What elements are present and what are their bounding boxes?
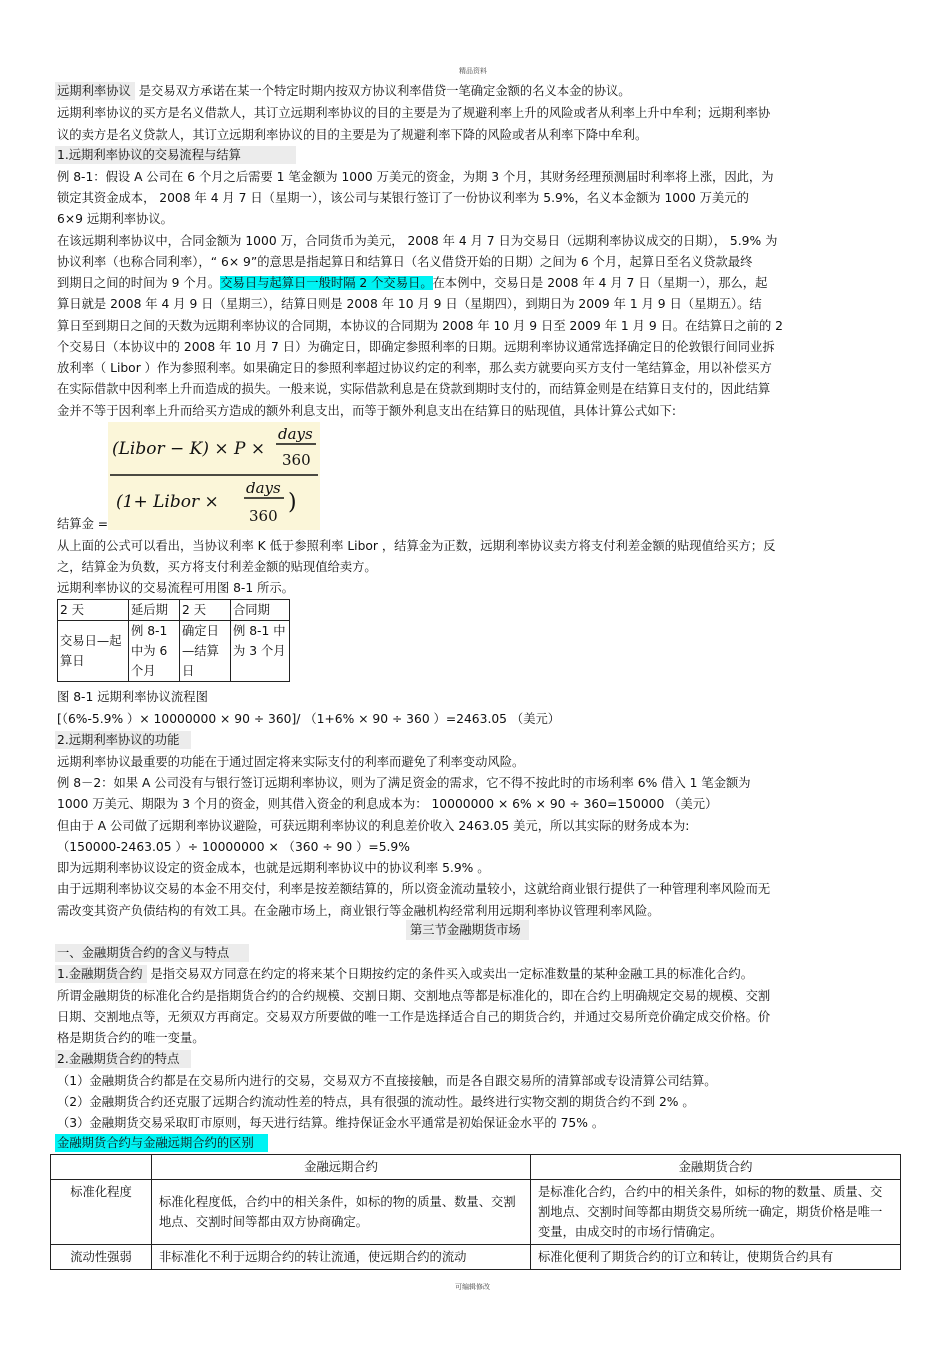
futures-definition: 1.金融期货合约 是指交易双方同意在约定的将来某个日期按约定的条件买入或卖出一定标准数量的某种金融工具的标准化合约。 xyxy=(57,967,753,981)
intro-definition: 远期利率协议 是交易双方承诺在某一个特定时期内按双方协议利率借贷一笔确定金额的名义本金的协议。 xyxy=(57,84,631,98)
table-row: 标准化程度 标准化程度低，合约中的相关条件，如标的物的质量、数量、交割地点、交割时间等都由双方协商确定。 是标准化合约，合约中的相关条件，如标的物的数量、质量、交割地点、交割时间等都由期货交易所统一确定，期货价格是唯一变量，由成交时的市场行情确定。 xyxy=(51,1180,901,1245)
table-heading: 金融期货合约与金融远期合约的区别 xyxy=(57,1136,268,1151)
paragraph-line: 远期利率协议最重要的功能在于通过固定将来实际支付的利率而避免了利率变动风险。 xyxy=(57,755,525,769)
paragraph-line: 到期日之间的时间为 9 个月。交易日与起算日一般时隔 2 个交易日。在本例中，交易日是 2008 年 4 月 7 日（星期一），那么，起 xyxy=(57,276,768,290)
paragraph-line: 协议利率（也称合同利率），“ 6× 9”的意思是指起算日和结算日（名义借贷开始的日期）之间为 6 个月，起算日至名义贷款最终 xyxy=(57,255,753,269)
paragraph-line: 6×9 远期利率协议。 xyxy=(57,212,173,226)
settlement-formula xyxy=(108,422,320,530)
formula-360: 360 xyxy=(282,451,311,469)
paragraph-line: 个交易日（本协议中的 2008 年 10 月 7 日）为确定日，即确定参照利率的日期。远期利率协议通常选择确定日的伦敦银行间同业拆 xyxy=(57,340,775,354)
paragraph-line: 但由于 A 公司做了远期利率协议避险，可获远期利率协议的利息差价收入 2463.05 美元，所以其实际的财务成本为: xyxy=(57,819,690,833)
section-title: 第三节金融期货市场 xyxy=(408,923,529,938)
paragraph-line: 远期利率协议的交易流程可用图 8-1 所示。 xyxy=(57,581,294,595)
table-row: 流动性强弱 非标准化不利于远期合约的转让流通，使远期合约的流动 标准化便利了期货合约的订立和转让，使期货合约具有 xyxy=(51,1245,901,1270)
calculation-line: [（6%-5.9% ）× 10000000 × 90 ÷ 360]/ （1+6% × 90 ÷ 360 ）=2463.05 （美元） xyxy=(57,712,561,726)
paragraph-line: 所谓金融期货的标准化合约是指期货合约的合约规模、交割日期、交割地点等都是标准化的，即在合约上明确规定交易的规模、交割 xyxy=(57,989,771,1003)
formula-days: days xyxy=(246,479,281,497)
page-footer: 可编辑修改 xyxy=(455,1283,490,1291)
paragraph-line: 在该远期利率协议中，合同金额为 1000 万，合同货币为美元， 2008 年 4 月 7 日为交易日（远期利率协议成交的日期）， 5.9% 为 xyxy=(57,234,778,248)
paragraph-line: 由于远期利率协议交易的本金不用交付，利率是按差额结算的，所以资金流动量较小，这就给商业银行提供了一种管理利率风险而无 xyxy=(57,882,771,896)
paragraph-line: 例 8-1：假设 A 公司在 6 个月之后需要 1 笔金额为 1000 万美元的资金，为期 3 个月，其财务经理预测届时利率将上涨，因此，为 xyxy=(57,170,774,184)
formula-paren: ) xyxy=(288,490,297,515)
term-fra: 远期利率协议 xyxy=(55,82,135,100)
section-heading: 一、金融期货合约的含义与特点 xyxy=(57,946,249,961)
paragraph-line: 锁定其资金成本， 2008 年 4 月 7 日（星期一），该公司与某银行签订了一份协议利率为 5.9%，名义本金额为 1000 万美元的 xyxy=(57,191,749,205)
list-item: （2）金融期货合约还克服了远期合约流动性差的特点，具有很强的流动性。最终进行实物交割的期货合约不到 2% 。 xyxy=(57,1095,695,1109)
formula-graphic xyxy=(108,422,320,530)
paragraph-line: （150000-2463.05 ）÷ 10000000 × （360 ÷ 90 ）=5.9% xyxy=(57,840,410,854)
paragraph-line: 需改变其资产负债结构的有效工具。在金融市场上，商业银行等金融机构经常利用远期利率协议管理利率风险。 xyxy=(57,904,660,918)
paragraph-line: 在实际借款中因利率上升而造成的损失。一般来说，实际借款利息是在贷款到期时支付的，而结算金则是在结算日支付的，因此结算 xyxy=(57,382,771,396)
section-heading: 2.金融期货合约的特点 xyxy=(57,1052,191,1067)
paragraph-line: 1000 万美元、期限为 3 个月的资金，则其借入资金的利息成本为： 10000000 × 6% × 90 ÷ 360=150000 （美元） xyxy=(57,797,718,811)
paragraph-line: 放利率（ Libor ）作为参照利率。如果确定日的参照利率超过协议约定的利率，那么卖方就要向买方支付一笔结算金，用以补偿买方 xyxy=(57,361,772,375)
paragraph-line: 之，结算金为负数，买方将支付利差金额的贴现值给卖方。 xyxy=(57,560,377,574)
formula-numerator: (Libor − K) × P × xyxy=(112,439,266,459)
paragraph-line: 日期、交割地点等，无须双方再商定。交易双方所要做的唯一工作是选择适合自己的期货合约，并通过交易所竞价确定成交价格。价 xyxy=(57,1010,771,1024)
paragraph-line: 金并不等于因利率上升而给买方造成的额外利息支出，而等于额外利息支出在结算日的贴现值，具体计算公式如下: xyxy=(57,404,676,418)
paragraph-line: 从上面的公式可以看出，当协议利率 K 低于参照利率 Libor ，结算金为正数，远期利率协议卖方将支付利差金额的贴现值给买方；反 xyxy=(57,539,776,553)
paragraph-line: 算日就是 2008 年 4 月 9 日（星期三），结算日则是 2008 年 10 月 9 日（星期四），到期日为 2009 年 1 月 9 日（星期五）。结 xyxy=(57,297,762,311)
intro-line: 远期利率协议的买方是名义借款人，其订立远期利率协议的目的主要是为了规避利率上升的风险或者从利率上升中牟利；远期利率协 xyxy=(57,106,771,120)
comparison-table xyxy=(50,1154,901,1270)
table-row: 金融远期合约 金融期货合约 xyxy=(51,1155,901,1180)
figure-caption: 图 8-1 远期利率协议流程图 xyxy=(57,690,208,704)
section-heading: 2.远期利率协议的功能 xyxy=(57,733,191,748)
list-item: （1）金融期货合约都是在交易所内进行的交易，交易双方不直接接触，而是各自跟交易所的清算部或专设清算公司结算。 xyxy=(57,1074,717,1088)
table-row: 2 天 延后期 2 天 合同期 xyxy=(58,600,290,621)
table-row: 交易日—起算日 例 8-1 中为 6 个月 确定日—结算日 例 8-1 中为 3 个月 xyxy=(58,621,290,682)
section-heading: 1.远期利率协议的交易流程与结算 xyxy=(57,148,296,163)
page-header: 精品资料 xyxy=(459,67,487,75)
paragraph-line: 例 8－2：如果 A 公司没有与银行签订远期利率协议，则为了满足资金的需求，它不得不按此时的市场利率 6% 借入 1 笔金额为 xyxy=(57,776,751,790)
intro-line: 议的卖方是名义贷款人，其订立远期利率协议的目的主要是为了规避利率下降的风险或者从利率下降中牟利。 xyxy=(57,128,648,142)
list-item: （3）金融期货交易采取盯市原则，每天进行结算。维持保证金水平通常是初始保证金水平的 75% 。 xyxy=(57,1116,605,1130)
formula-label: 结算金 = xyxy=(57,517,109,531)
term-futures: 1.金融期货合约 xyxy=(55,965,147,983)
highlighted-text: 交易日与起算日一般时隔 2 个交易日。 xyxy=(220,276,433,290)
paragraph-line: 算日至到期日之间的天数为远期利率协议的合同期，本协议的合同期为 2008 年 10 月 9 日至 2009 年 1 月 9 日。在结算日之前的 2 xyxy=(57,319,784,333)
formula-days: days xyxy=(278,425,313,443)
paragraph-line: 格是期货合约的唯一变量。 xyxy=(57,1031,205,1045)
formula-360: 360 xyxy=(249,507,278,525)
fra-flow-table xyxy=(57,599,290,682)
paragraph-line: 即为远期利率协议设定的资金成本，也就是远期利率协议中的协议利率 5.9% 。 xyxy=(57,861,490,875)
formula-denominator: (1+ Libor × xyxy=(116,492,219,512)
